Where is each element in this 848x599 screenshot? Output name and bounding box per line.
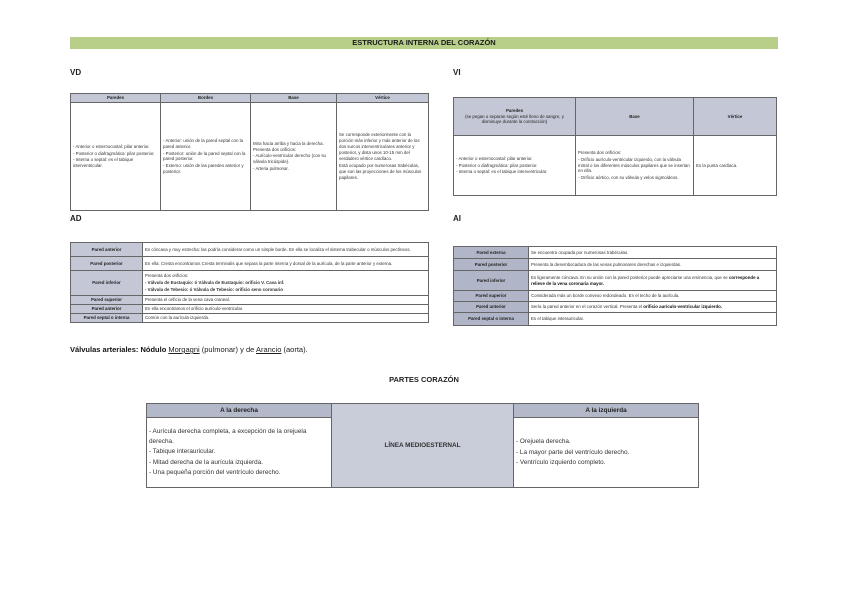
vi-base-item: Presenta dos orificios: (578, 149, 622, 155)
vd-vertice-cell (337, 102, 429, 210)
ai-table (453, 246, 777, 326)
vi-paredes-cell (454, 136, 576, 196)
ad-row-cell (143, 271, 429, 296)
ad-row-label: Pared superior (71, 295, 143, 304)
ai-row-text: Se encuentra ocupada por numerosas trabéculas. (529, 247, 777, 259)
ad-row-text: Común con la aurícula izquierda. (143, 313, 429, 322)
ai-row-text: Presenta la desembocadura de las venas pulmonares derechas e izquierdas. (529, 259, 777, 271)
ad-row-text: Presenta el orificio de la vena cava craneal. (143, 295, 429, 304)
partes-right-item: - La mayor parte del ventrículo derecho. (516, 448, 630, 456)
vi-header-paredes (454, 98, 576, 136)
vd-header-bordes: Bordes (161, 94, 251, 103)
vi-header-base: Base (576, 98, 694, 136)
vi-base-item: - Orificio aórtico, con su válvula y velos sigmoideos. (578, 175, 679, 181)
ai-row-text: Sería la pared anterior en el corazón vertical. Presenta el (531, 304, 644, 310)
ai-row-text: Es ligeramente cóncava. En su unión con la pared posterior puede apreciarse una eminencia, que se (531, 274, 729, 280)
vd-base-cell (251, 102, 337, 210)
ai-row-label: Pared externa (454, 247, 529, 259)
ai-row-cell (529, 271, 777, 291)
vd-table (70, 93, 429, 211)
ai-row-label: Pared septal o interna (454, 313, 529, 326)
valvulas-middle: (pulmonar) y de (201, 345, 255, 354)
ad-row-text: En ella: Cresta encontramos Cresta terminalis que separa la parte interna y dorsal de la aurícula, de la parte anterior y externa. (143, 257, 429, 271)
vd-vertice-item: Está ocupado por numerosas trabéculas, que son las proyecciones de los músculos papilares. (339, 162, 422, 180)
vd-borde-item: - Externo: unión de las paredes anterior y posterior. (163, 163, 244, 175)
vd-base-item: - Arteria pulmonar. (253, 166, 289, 172)
ad-row-text: Es cóncava y muy estrecha: las podría considerar como un simple borde. En ella se localiza el sistema trabecular o músculos pectíneos. (143, 243, 429, 257)
vi-heading: VI (453, 68, 461, 77)
vi-pared-item: - Posterior o diafragmática: pilar posterior. (456, 162, 538, 168)
vd-header-paredes: Paredes (71, 94, 161, 103)
partes-title: PARTES CORAZÓN (389, 375, 459, 384)
valvulas-suffix: (aorta). (283, 345, 308, 354)
vi-header-vertice: Vértice (694, 98, 777, 136)
page-banner-title: ESTRUCTURA INTERNA DEL CORAZÓN (70, 37, 778, 49)
partes-right-header: A la izquierda (514, 404, 699, 418)
vd-header-vertice: Vértice (337, 94, 429, 103)
vd-borde-item: - Anterior: unión de la pared septal con la pared anterior. (163, 137, 244, 149)
vi-base-cell (576, 136, 694, 196)
ai-row-label: Pared inferior (454, 271, 529, 291)
valvulas-line (70, 345, 308, 354)
ai-row-highlight: corresponde a relieve de la vena coronaria mayor. (531, 274, 760, 286)
ai-row-cell (529, 302, 777, 313)
vd-base-item: - Aurículo-ventricular derecho (con su válvula tricúspide). (253, 153, 326, 165)
ai-row-label: Pared superior (454, 291, 529, 302)
partes-table (146, 403, 699, 488)
vi-table (453, 97, 777, 196)
ai-row-text: Es el tabique interauricular. (529, 313, 777, 326)
vi-pared-item: - Anterior o esternocostal: pilar anterior. (456, 155, 533, 161)
ai-heading: AI (453, 214, 461, 223)
partes-left-item: - Aurícula derecha completa, a excepción de la orejuela derecha. (149, 427, 307, 445)
partes-right-item: - Orejuela derecha. (516, 438, 571, 446)
vi-header-paredes-note: (se pegan o separan según esté lleno de sangre, y disminuye durante la contracción) (465, 113, 564, 125)
ad-row-text: En ella encontramos el orificio aurículo-ventricular. (143, 304, 429, 313)
valvulas-name-arancio: Arancio (255, 345, 282, 354)
vi-base-item: - Orificio aurículo-ventricular izquierdo, con la válvula mitral o los diferentes músculos papilares que se insertan en ella. (578, 156, 690, 174)
ai-row-label: Pared anterior (454, 302, 529, 313)
vd-paredes-cell (71, 102, 161, 210)
vd-heading: VD (70, 68, 82, 77)
partes-left-cell (147, 418, 332, 488)
vd-pared-item: - Interna o septal: es el tabique interventricular. (73, 157, 134, 169)
ad-row-label: Pared anterior (71, 243, 143, 257)
partes-middle-label: LÍNEA MEDIOESTERNAL (332, 404, 514, 488)
partes-left-item: - Una pequeña porción del ventrículo derecho. (149, 469, 281, 477)
ad-heading: AD (70, 214, 82, 223)
ai-row-text: Considerada más un borde convexo redondeado. En el techo de la aurícula. (529, 291, 777, 302)
vi-vertice-cell: Es la punta cardíaca. (694, 136, 777, 196)
partes-right-item: - Ventrículo izquierdo completo. (516, 459, 606, 467)
ad-row-label: Pared inferior (71, 271, 143, 296)
vd-bordes-cell (161, 102, 251, 210)
valvulas-name-morgagni: Morgagni (168, 345, 200, 354)
vd-pared-item: - Posterior o diafragmática: pilar posterior. (73, 150, 155, 156)
ad-row-label: Pared anterior (71, 304, 143, 313)
ad-row-label: Pared posterior (71, 257, 143, 271)
vd-pared-item: - Anterior o esternocostal: pilar anterior. (73, 143, 150, 149)
partes-left-header: A la derecha (147, 404, 332, 418)
ad-row-item: - Válvula de Eustaquio: ó Válvula de Eustaquio: orificio V. Cava inf. (145, 279, 285, 285)
ai-row-label: Pared posterior (454, 259, 529, 271)
ad-table (70, 242, 429, 323)
ai-row-highlight: orificio aurículo-ventricular izquierdo. (643, 304, 723, 310)
vd-header-base: Base (251, 94, 337, 103)
valvulas-prefix: Válvulas arteriales: Nódulo (70, 345, 167, 354)
vd-base-item: Mira hacia arriba y hacia la derecha. Presenta dos orificios: (253, 140, 324, 152)
partes-left-item: - Mitad derecha de la aurícula izquierda. (149, 458, 264, 466)
ad-row-item: - Válvula de Tebesio: ó Válvula de Tebesio: orificio seno coronario (145, 286, 283, 292)
partes-left-item: - Tabique interauricular. (149, 448, 216, 456)
vi-pared-item: - Interna o septal: es el tabique interventricular. (456, 169, 548, 175)
partes-right-cell (514, 418, 699, 488)
vd-borde-item: - Posterior: unión de la pared septal con la pared posterior. (163, 150, 246, 162)
ad-row-label: Pared septal o interna (71, 313, 143, 322)
ad-row-intro: Presenta dos orificios: (145, 273, 189, 278)
vd-vertice-item: Se corresponde exteriormente con la porción más inferior y más anterior de los dos surcos interventriculares anterior y posterior, y dista unos 10-15 mm del verdadero vértice cardíaco. (339, 132, 420, 161)
vi-header-paredes-label: Paredes (505, 107, 524, 113)
